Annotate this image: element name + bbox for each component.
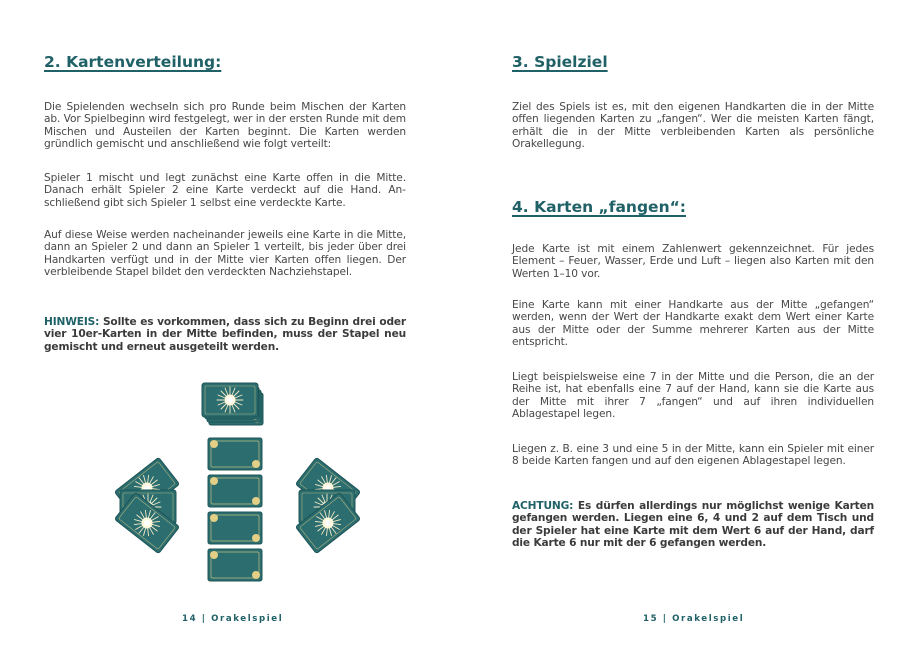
card-layout-illustration	[0, 0, 459, 648]
page-footer-left: 14 | Orakelspiel	[182, 614, 284, 624]
page-footer-right: 15 | Orakelspiel	[643, 614, 745, 624]
paragraph-distribution-continue: Auf diese Weise werden nacheinander jeweils eine Karte in die Mitte, dann an Spieler 2 und dann an Spieler 1 verteilt, bis jeder über drei Handkarten verfügt und in der Mitte vier Karten offen liegen. Der verbleibende Stapel bildet den verdeckten Nachziehstapel.	[44, 229, 406, 278]
draw-pile	[202, 383, 263, 425]
middle-card-3	[208, 512, 262, 544]
note-hinweis-label: HINWEIS:	[44, 316, 100, 328]
middle-card-1	[208, 438, 262, 470]
middle-card-4	[208, 549, 262, 581]
left-hand-cards	[114, 457, 179, 553]
paragraph-catch-rule: Eine Karte kann mit einer Handkarte aus der Mitte „gefangen“ werden, wenn der Wert der Handkarte exakt dem Wert einer Karte aus der Mitte oder der Summe mehrerer Karten aus der Mitte entspricht.	[512, 299, 874, 348]
left-page	[0, 0, 459, 648]
note-hinweis-text: Sollte es vorkommen, dass sich zu Beginn drei oder vier 10er-Karten in der Mitte befinden, muss der Stapel neu gemischt und erneut ausgeteilt werden.	[44, 316, 406, 353]
note-achtung-label: ACHTUNG:	[512, 500, 574, 512]
heading-catch-cards: 4. Karten „fangen“:	[512, 198, 686, 216]
paragraph-catch-example-7: Liegt beispielsweise eine 7 in der Mitte und die Person, die an der Reihe ist, hat ebenfalls eine 7 auf der Hand, kann sie die Karte aus der Mitte mit ihrer 7 „fangen“ und auf ihren individuellen Ablagestapel legen.	[512, 371, 874, 420]
heading-game-goal: 3. Spielziel	[512, 53, 608, 71]
middle-cards	[208, 438, 262, 581]
paragraph-catch-example-sum: Liegen z. B. eine 3 und eine 5 in der Mitte, kann ein Spieler mit einer 8 beide Karten fangen und auf den eigenen Ablagestapel legen.	[512, 443, 874, 468]
paragraph-game-goal: Ziel des Spiels ist es, mit den eigenen Handkarten die in der Mitte offen liegenden Karten zu „fangen“. Wer die meisten Karten fängt, erhält die in der Mitte verbleibenden Karten als persönliche Orakellegung.	[512, 101, 874, 150]
paragraph-distribution-first-round: Spieler 1 mischt und legt zunächst eine Karte offen in die Mitte. Danach erhält Spieler 2 eine Karte verdeckt auf die Hand. Anschließend gibt sich Spieler 1 selbst eine verdeckte Karte.	[44, 172, 406, 209]
middle-card-2	[208, 475, 262, 507]
note-achtung	[512, 500, 874, 549]
paragraph-distribution-intro: Die Spielenden wechseln sich pro Runde beim Mischen der Karten ab. Vor Spielbeginn wird festgelegt, wer in der ersten Runde mit dem Mischen und Austeilen der Karten beginnt. Die Karten werden gründlich gemischt und anschließend wie folgt verteilt:	[44, 101, 406, 150]
note-achtung-text: Es dürfen allerdings nur möglichst wenige Karten gefangen werden. Liegen eine 6, 4 und 2 auf dem Tisch und der Spieler hat eine Karte mit dem Wert 6 auf der Hand, darf die Karte 6 nur mit der 6 gefangen werden.	[512, 500, 874, 549]
heading-card-distribution: 2. Kartenverteilung:	[44, 53, 222, 71]
paragraph-card-values: Jede Karte ist mit einem Zahlenwert gekennzeichnet. Für jedes Element – Feuer, Wasser, Erde und Luft – liegen also Karten mit den Werten 1–10 vor.	[512, 243, 874, 280]
right-hand-cards	[295, 457, 360, 553]
right-page	[459, 0, 919, 648]
